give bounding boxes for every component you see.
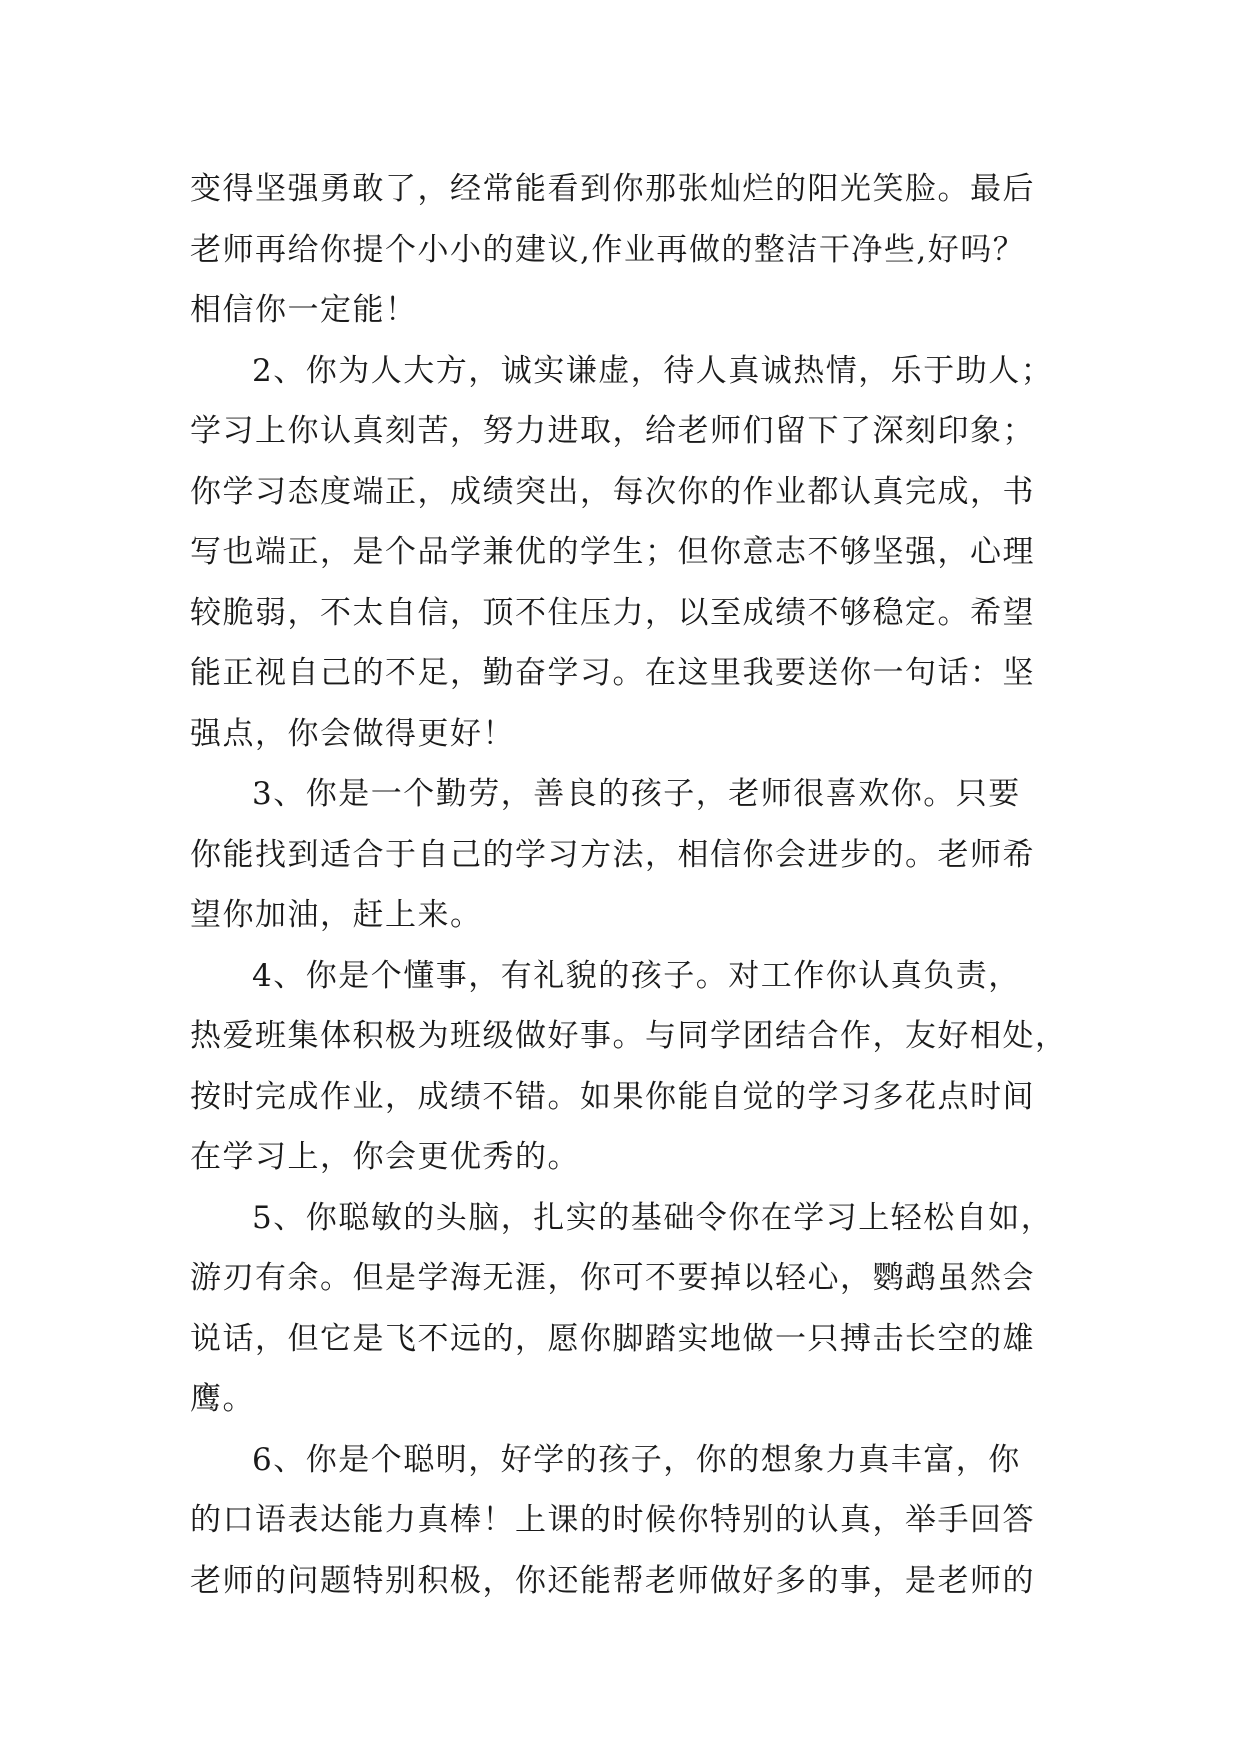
text-line: 的口语表达能力真棒！上课的时候你特别的认真，举手回答 (190, 1502, 1035, 1538)
text-line: 较脆弱，不太自信，顶不住压力，以至成绩不够稳定。希望 (190, 594, 1035, 631)
text-line: 3、你是一个勤劳，善良的孩子，老师很喜欢你。只要 (252, 776, 1021, 812)
text-line: 在学习上，你会更优秀的。 (190, 1139, 580, 1175)
text-line: 热爱班集体积极为班级做好事。与同学团结合作，友好相处， (190, 1018, 1068, 1054)
text-line: 变得坚强勇敢了，经常能看到你那张灿烂的阳光笑脸。最后 (190, 171, 1035, 207)
text-line: 相信你一定能！ (190, 292, 418, 328)
text-line: 你学习态度端正，成绩突出，每次你的作业都认真完成，书 (190, 473, 1035, 510)
text-line: 写也端正，是个品学兼优的学生；但你意志不够坚强，心理 (190, 534, 1035, 570)
text-line: 4、你是个懂事，有礼貌的孩子。对工作你认真负责， (252, 957, 1021, 994)
text-line: 你能找到适合于自己的学习方法，相信你会进步的。老师希 (190, 836, 1035, 873)
text-line: 望你加油，赶上来。 (190, 897, 483, 933)
text-line: 按时完成作业，成绩不错。如果你能自觉的学习多花点时间 (190, 1078, 1035, 1115)
text-line: 强点，你会做得更好！ (190, 715, 515, 752)
text-line: 鹰。 (190, 1381, 255, 1417)
text-line: 6、你是个聪明，好学的孩子，你的想象力真丰富，你 (252, 1441, 1021, 1478)
text-line: 老师再给你提个小小的建议,作业再做的整洁干净些,好吗？ (190, 231, 1026, 268)
body-text (190, 159, 1068, 1611)
text-line: 2、你为人大方，诚实谦虚，待人真诚热情，乐于助人； (252, 352, 1054, 389)
text-line: 能正视自己的不足，勤奋学习。在这里我要送你一句话：坚 (190, 655, 1035, 691)
text-line: 学习上你认真刻苦，努力进取，给老师们留下了深刻印象； (190, 413, 1035, 449)
text-line: 游刃有余。但是学海无涯，你可不要掉以轻心，鹦鹉虽然会 (190, 1260, 1035, 1296)
text-line: 5、你聪敏的头脑，扎实的基础令你在学习上轻松自如， (252, 1199, 1054, 1236)
text-line: 说话，但它是飞不远的，愿你脚踏实地做一只搏击长空的雄 (190, 1320, 1035, 1357)
text-line: 老师的问题特别积极，你还能帮老师做好多的事，是老师的 (190, 1562, 1035, 1599)
